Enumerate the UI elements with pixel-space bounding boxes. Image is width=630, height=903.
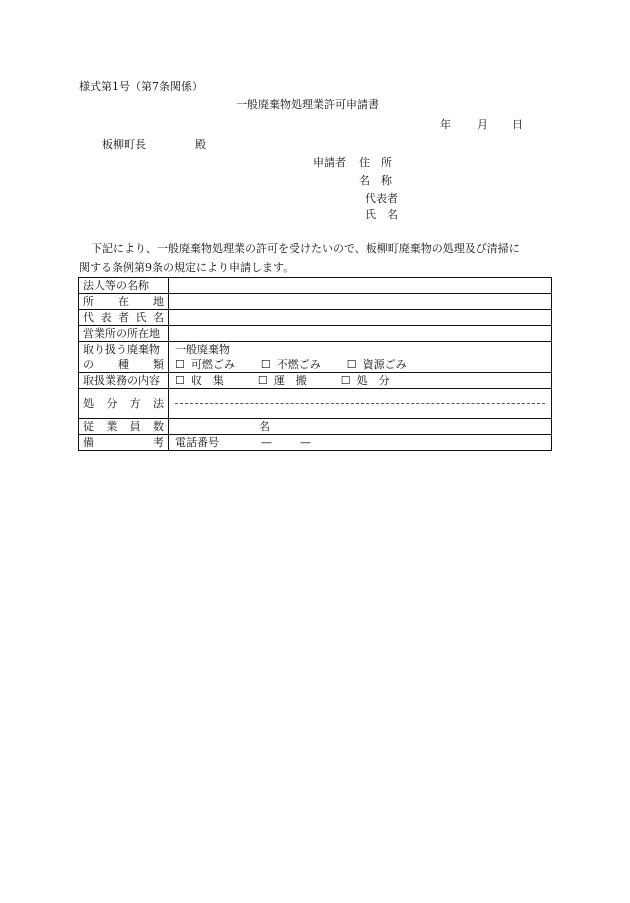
date-month-label: 月 [477, 118, 488, 131]
remarks-char-1: 備 [83, 436, 94, 449]
disposal-method-char-3: 方 [129, 397, 141, 410]
date-year-label: 年 [440, 118, 451, 131]
business-option-collection[interactable] [175, 373, 224, 388]
rep-name-char-3: 者 [118, 311, 129, 324]
waste-option-recyclable[interactable] [347, 357, 407, 372]
waste-type-label [79, 342, 169, 373]
waste-option-noncombustible[interactable] [261, 357, 321, 372]
body-text-line2: 関する条例第9条の規定により申請します。 [79, 261, 295, 274]
table-row [79, 389, 552, 419]
table-row [79, 419, 552, 435]
location-char-3: 地 [153, 295, 164, 308]
disposal-method-char-1: 処 [83, 397, 94, 410]
table-row [79, 294, 552, 310]
employees-unit: 名 [259, 420, 270, 433]
location-char-2: 在 [118, 295, 129, 308]
table-row [79, 435, 552, 451]
business-option-transport[interactable] [258, 373, 307, 388]
phone-label: 電話番号 [175, 436, 219, 449]
employees-char-4: 数 [152, 420, 164, 433]
representative-label: 代表者 [365, 192, 398, 205]
corp-name-label [79, 278, 169, 294]
body-text-line1: 下記により、一般廃棄物処理業の許可を受けたいので、板柳町廃棄物の処理及び清掃に [91, 242, 520, 255]
business-option-label: 運 搬 [273, 374, 307, 387]
table-row [79, 326, 552, 342]
business-option-label: 収 集 [190, 374, 224, 387]
location-label [79, 294, 169, 310]
disposal-method-char-4: 法 [152, 397, 164, 410]
full-name-label: 氏 名 [365, 208, 398, 221]
table-row [79, 373, 552, 389]
addressee-name: 板柳町長 [102, 138, 146, 151]
office-location-field[interactable] [169, 326, 552, 342]
applicant-label: 申請者 [313, 156, 346, 169]
address-label: 住 所 [359, 156, 392, 169]
employees-label [79, 419, 169, 435]
remarks-label [79, 435, 169, 451]
disposal-method-field[interactable] [169, 389, 552, 419]
remarks-field[interactable] [169, 435, 552, 451]
checkbox-icon[interactable]: ☐ [257, 374, 268, 387]
rep-name-char-5: 名 [153, 311, 164, 324]
checkbox-icon[interactable]: ☐ [340, 374, 351, 387]
rep-name-char-2: 表 [100, 311, 112, 324]
corp-name-field[interactable] [169, 278, 552, 294]
employees-field[interactable] [169, 419, 552, 435]
location-field[interactable] [169, 294, 552, 310]
table-row [79, 310, 552, 326]
waste-type-char-2: 種 [118, 358, 129, 371]
disposal-method-char-2: 分 [106, 397, 118, 410]
checkbox-icon[interactable]: ☐ [260, 358, 271, 371]
waste-type-char-3: 類 [153, 358, 164, 371]
rep-name-char-4: 氏 [135, 311, 147, 324]
table-row [79, 278, 552, 294]
rep-name-label [79, 310, 169, 326]
checkbox-icon[interactable]: ☐ [175, 374, 185, 387]
page-title: 一般廃棄物処理業許可申請書 [236, 98, 379, 111]
business-option-label: 処 分 [356, 374, 390, 387]
location-char-1: 所 [83, 295, 94, 308]
waste-type-char-1: の [83, 358, 94, 371]
waste-option-label: 不燃ごみ [276, 358, 321, 371]
rep-name-field[interactable] [169, 310, 552, 326]
date-day-label: 日 [512, 118, 523, 131]
table-row [79, 342, 552, 373]
waste-option-label: 可燃ごみ [190, 358, 235, 371]
employees-char-1: 従 [83, 420, 94, 433]
business-content-label: 取扱業務の内容 [79, 373, 169, 389]
company-name-label: 名 称 [359, 174, 392, 187]
addressee-honorific: 殿 [195, 138, 206, 151]
employees-char-3: 員 [129, 420, 141, 433]
checkbox-icon[interactable]: ☐ [175, 358, 185, 371]
waste-option-combustible[interactable] [175, 357, 235, 372]
remarks-char-2: 考 [153, 436, 164, 449]
disposal-method-label [79, 389, 169, 419]
form-number: 様式第1号（第7条関係） [79, 80, 203, 93]
checkbox-icon[interactable]: ☐ [346, 358, 357, 371]
corp-name-value: 法人等の名称 [83, 279, 149, 292]
application-table [78, 277, 552, 451]
employees-char-2: 業 [106, 420, 118, 433]
corp-name-text [83, 278, 164, 293]
waste-option-label: 資源ごみ [362, 358, 407, 371]
waste-type-field [169, 342, 552, 373]
business-option-disposal[interactable] [341, 373, 390, 388]
waste-type-line1: 取り扱う廃棄物 [83, 343, 160, 356]
office-location-label: 営業所の所在地 [79, 326, 169, 342]
rep-name-char-1: 代 [83, 311, 94, 324]
business-content-field [169, 373, 552, 389]
phone-separator: — [261, 436, 272, 449]
waste-category: 一般廃棄物 [175, 343, 230, 356]
phone-separator: — [300, 436, 311, 449]
